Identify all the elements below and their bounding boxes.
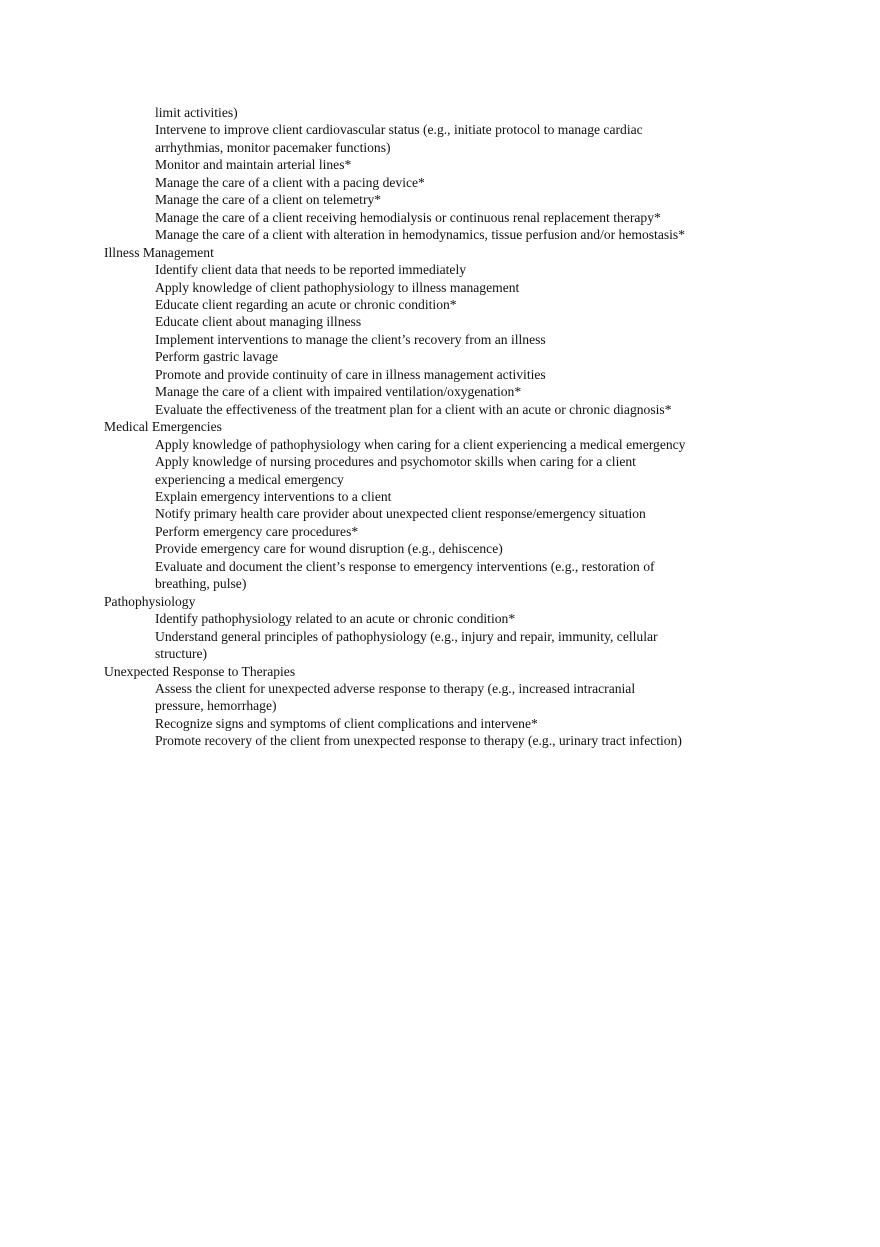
list-item-line: Apply knowledge of client pathophysiology to illness management [155, 279, 520, 295]
list-item-line: Promote and provide continuity of care in illness management activities [155, 366, 546, 382]
list-item [155, 191, 685, 208]
list-item-line: Manage the care of a client with impaired ventilation/oxygenation* [155, 384, 522, 400]
document-page [104, 104, 685, 750]
list-item [155, 226, 685, 243]
list-item-line: Promote recovery of the client from unexpected response to therapy (e.g., urinary tract infection) [155, 733, 682, 749]
list-item-line: Educate client about managing illness [155, 314, 362, 330]
list-item-line: pressure, hemorrhage) [155, 698, 277, 714]
list-item-line: Identify client data that needs to be reported immediately [155, 262, 467, 278]
list-item-line: Apply knowledge of pathophysiology when caring for a client experiencing a medical emergency [155, 436, 686, 452]
list-item [155, 558, 685, 593]
list-item-line: Manage the care of a client with a pacing device* [155, 174, 425, 190]
list-item-line: Explain emergency interventions to a client [155, 488, 392, 504]
list-item-line: Assess the client for unexpected adverse response to therapy (e.g., increased intracranial [155, 680, 636, 696]
list-item [155, 121, 685, 156]
list-item-line: Recognize signs and symptoms of client complications and intervene* [155, 715, 538, 731]
list-item-line: Educate client regarding an acute or chronic condition* [155, 296, 457, 312]
list-item-line: Evaluate and document the client’s response to emergency interventions (e.g., restoration of [155, 558, 655, 574]
list-item [155, 313, 685, 330]
list-item [155, 279, 685, 296]
list-item-line: Manage the care of a client with alteration in hemodynamics, tissue perfusion and/or hemostasis* [155, 227, 686, 243]
list-item [155, 540, 685, 557]
list-item [155, 209, 685, 226]
list-item-line: experiencing a medical emergency [155, 471, 344, 487]
list-item-line: Intervene to improve client cardiovascular status (e.g., initiate protocol to manage cardiac [155, 122, 643, 138]
list-item [155, 732, 685, 749]
list-item-line: Manage the care of a client on telemetry* [155, 192, 382, 208]
list-item [155, 104, 685, 121]
list-item-line: Apply knowledge of nursing procedures and psychomotor skills when caring for a client [155, 454, 636, 470]
section-heading: Medical Emergencies [104, 419, 222, 435]
list-item [155, 628, 685, 663]
list-item [155, 348, 685, 365]
list-item-line: Provide emergency care for wound disruption (e.g., dehiscence) [155, 541, 503, 557]
list-item-line: limit activities) [155, 105, 238, 120]
list-item [155, 505, 685, 522]
section-heading: Pathophysiology [104, 593, 196, 609]
list-item [155, 366, 685, 383]
list-item [155, 261, 685, 278]
list-item-line: Understand general principles of pathophysiology (e.g., injury and repair, immunity, cellular [155, 628, 658, 644]
list-item [155, 715, 685, 732]
list-item-line: Perform emergency care procedures* [155, 523, 359, 539]
list-item-line: Identify pathophysiology related to an acute or chronic condition* [155, 611, 516, 627]
list-item-line: Manage the care of a client receiving hemodialysis or continuous renal replacement therapy* [155, 209, 661, 225]
list-item-line: structure) [155, 646, 208, 662]
list-item [155, 174, 685, 191]
list-item-line: arrhythmias, monitor pacemaker functions) [155, 139, 391, 155]
list-item-line: Perform gastric lavage [155, 349, 279, 365]
list-item [155, 610, 685, 627]
list-item-line: Evaluate the effectiveness of the treatment plan for a client with an acute or chronic diagnosis* [155, 401, 672, 417]
list-item [155, 401, 685, 418]
section-heading: Unexpected Response to Therapies [104, 663, 296, 679]
list-item [155, 488, 685, 505]
list-item-line: Monitor and maintain arterial lines* [155, 157, 352, 173]
list-item [155, 331, 685, 348]
list-item [155, 383, 685, 400]
list-item-line: breathing, pulse) [155, 576, 247, 592]
list-item [155, 156, 685, 173]
list-item [155, 453, 685, 488]
section-heading: Illness Management [104, 244, 214, 260]
list-item [155, 523, 685, 540]
list-item-line: Implement interventions to manage the client’s recovery from an illness [155, 331, 546, 347]
list-item [155, 296, 685, 313]
list-item-line: Notify primary health care provider about unexpected client response/emergency situation [155, 506, 646, 522]
list-item [155, 436, 685, 453]
list-item [155, 680, 685, 715]
